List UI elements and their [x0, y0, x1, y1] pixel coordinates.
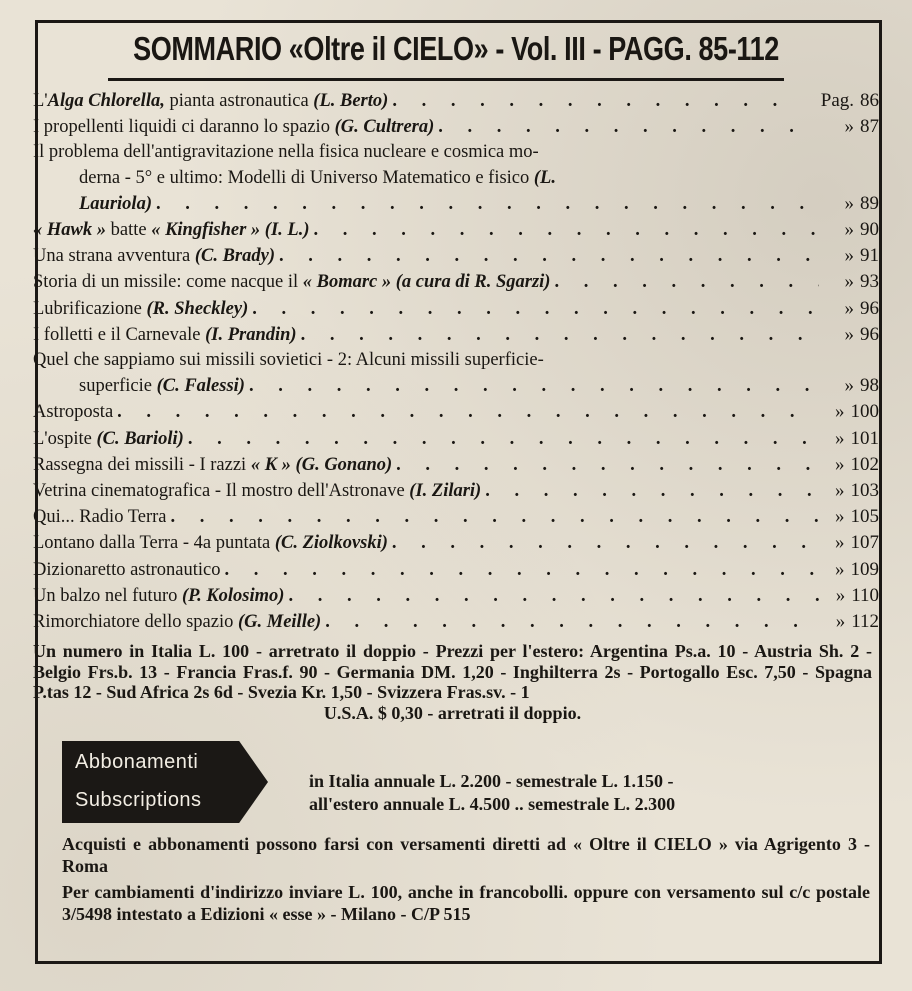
- toc-entry-continued: derna - 5° e ultimo: Modelli di Universo Matematico e fisico (L.: [79, 167, 556, 188]
- purchase-note: Acquisti e abbonamenti possono farsi con versamenti diretti ad « Oltre il CIELO » via Agrigento 3 - Roma: [62, 834, 870, 876]
- page-number: 90: [860, 219, 879, 241]
- page-number: 89: [860, 192, 879, 214]
- toc-entry: Una strana avventura (C. Brady) . . . » 91: [33, 243, 879, 269]
- page-number: 103: [850, 480, 879, 502]
- page-number: 102: [850, 453, 879, 475]
- subscriptions-label-it: Abbonamenti: [75, 751, 199, 773]
- toc-entry: Rassegna dei missili - I razzi « K » (G. Gonano) . . . » 102: [33, 452, 879, 478]
- page-number: 96: [860, 297, 879, 319]
- rate-italy: in Italia annuale L. 2.200 - semestrale L. 1.150 -: [309, 771, 674, 791]
- footer-notes: [62, 834, 870, 925]
- page-number: 87: [860, 116, 879, 138]
- page-number: 93: [860, 271, 879, 293]
- toc-entry: Astroposta . . . » 100: [33, 399, 879, 425]
- toc-entry: Dizionaretto astronautico . . . » 109: [33, 557, 879, 583]
- toc-entry: Storia di un missile: come nacque il « Bomarc » (a cura di R. Sgarzi) . . . » 93: [33, 269, 879, 295]
- title-underline: [108, 78, 784, 81]
- toc-entry: L'ospite (C. Barioli) . . . » 101: [33, 426, 879, 452]
- page-number: 96: [860, 323, 879, 345]
- toc-entry: Lontano dalla Terra - 4a puntata (C. Ziolkovski) . . . » 107: [33, 530, 879, 556]
- page-number: 91: [860, 245, 879, 267]
- toc-entry: « Hawk » batte « Kingfisher » (I. L.) . . . » 90: [33, 217, 879, 243]
- price-text: Un numero in Italia L. 100 - arretrato il doppio - Prezzi per l'estero: Argentina Ps.a. 10 - Austria Sh. 2 - Belgio Frs.b. 13 - Francia Fras.f. 90 - Germania DM. 1,20 - Inghilterra 2s - Portogallo Esc. 7,50 - Spagna P.tas 12 - Sud Africa 2s 6d - Svezia Kr. 1,50 - Svizzera Fras.sv. - 1: [33, 641, 872, 703]
- page-number: 112: [851, 611, 879, 633]
- rate-abroad: all'estero annuale L. 4.500 .. semestrale L. 2.300: [309, 794, 676, 814]
- subscriptions-label-en: Subscriptions: [75, 789, 202, 811]
- page-number: 109: [850, 558, 879, 580]
- subscription-rates: [309, 770, 675, 816]
- price-text-last: U.S.A. $ 0,30 - arretrati il doppio.: [323, 702, 582, 723]
- address-change-note: Per cambiamenti d'indirizzo inviare L. 100, anche in francobolli. oppure con versamento sul c/c postale 3/5498 intestato a Edizioni « esse » - Milano - C/P 515: [62, 882, 870, 924]
- toc-entry: Rimorchiatore dello spazio (G. Meille) . . . » 112: [33, 609, 879, 635]
- toc-entry-continued: Lauriola) . . . » 89: [33, 191, 879, 217]
- page-title: SOMMARIO «Oltre il CIELO» - Vol. III - PAGG. 85-112: [133, 30, 779, 67]
- toc-entry: I folletti e il Carnevale (I. Prandin) . . . » 96: [33, 322, 879, 348]
- page-number: 110: [851, 584, 879, 606]
- toc-entry: I propellenti liquidi ci daranno lo spazio (G. Cultrera) . . . » 87: [33, 114, 879, 140]
- table-of-contents: [33, 88, 879, 635]
- toc-entry: Un balzo nel futuro (P. Kolosimo) . . . » 110: [33, 583, 879, 609]
- toc-entry: L'Alga Chlorella, pianta astronautica (L. Berto) . . . Pag. 86: [33, 88, 879, 114]
- page-label: Pag.: [820, 90, 854, 111]
- page-number: 98: [860, 375, 879, 397]
- toc-entry-continued: superficie (C. Falessi) . . . » 98: [33, 373, 879, 399]
- toc-entry: Quel che sappiamo sui missili sovietici - 2: Alcuni missili superficie-: [33, 350, 544, 371]
- page-number: 107: [850, 532, 879, 554]
- price-info: [33, 641, 872, 723]
- toc-entry: Il problema dell'antigravitazione nella fisica nucleare e cosmica mo-: [33, 142, 539, 163]
- page-number: 100: [850, 401, 879, 423]
- toc-entry: Qui... Radio Terra . . . » 105: [33, 504, 879, 530]
- page-number: 101: [850, 427, 879, 449]
- toc-entry: Vetrina cinematografica - Il mostro dell'Astronave (I. Zilari) . . . » 103: [33, 478, 879, 504]
- page-number: 105: [850, 506, 879, 528]
- toc-entry: Lubrificazione (R. Sheckley) . . . » 96: [33, 296, 879, 322]
- page-number: 86: [860, 90, 879, 111]
